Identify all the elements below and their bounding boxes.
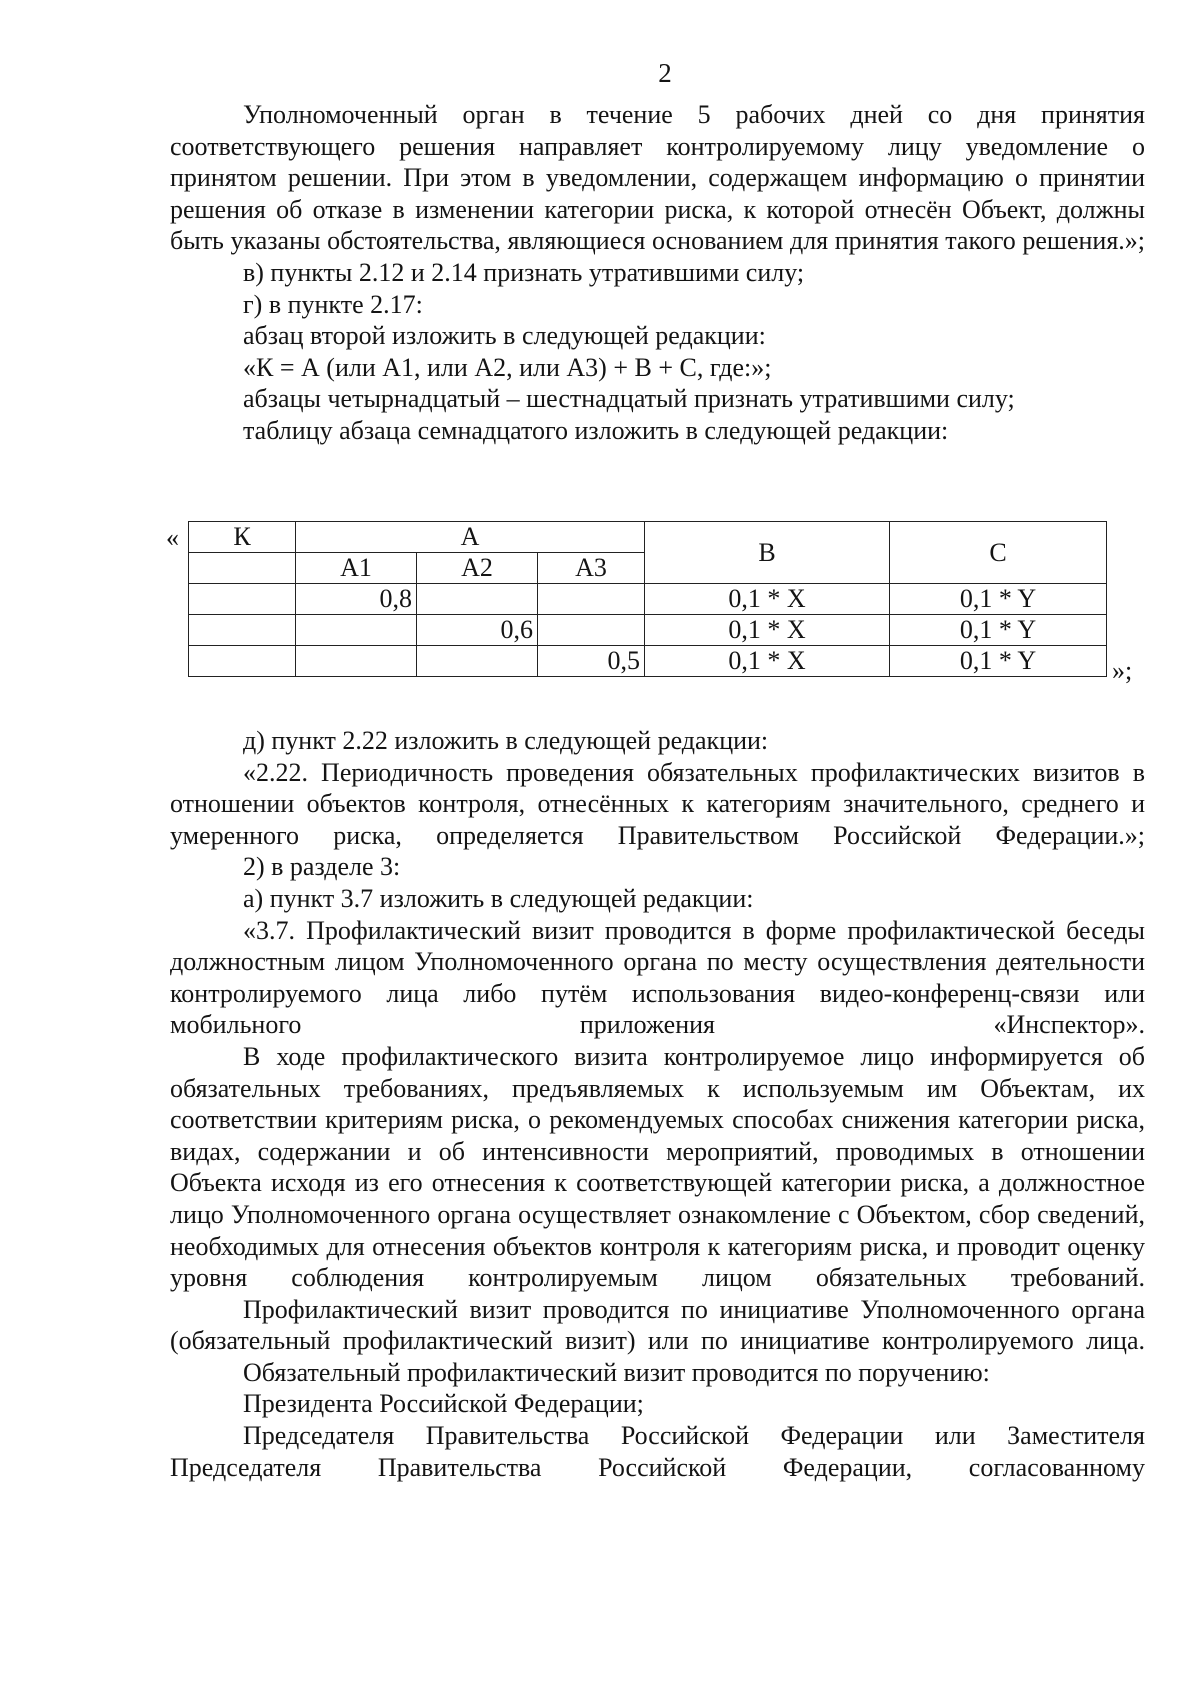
cell-a2: 0,6 — [417, 615, 538, 646]
paragraph-item-g: г) в пункте 2.17: — [243, 289, 423, 319]
cell-c: 0,1 * Y — [890, 584, 1107, 615]
paragraph-table-intro: таблицу абзаца семнадцатого изложить в следующей редакции: — [243, 415, 949, 445]
table-row — [189, 584, 1107, 615]
paragraph-visit-course: В ходе профилактического визита контролируемое лицо информируется об обязательных требованиях, предъявляемых к используемым им Объектам, их соответствии критериям риска, о рекомендуемых способах снижения категории риска, видах, содержании и об интенсивности мероприятий, проводимых в отношении Объекта исходя из его отнесения к соответствующей категории риска, а должностное лицо Уполномоченного органа осуществляет ознакомление с Объектом, сбор сведений, необходимых для отнесения объектов контроля к категориям риска, и проводит оценку уровня соблюдения контролируемым лицом обязательных требований. — [170, 1041, 1145, 1293]
paragraph-visit-initiative: Профилактический визит проводится по инициативе Уполномоченного органа (обязательный профилактический визит) или по инициативе контролируемого лица. — [170, 1294, 1145, 1356]
cell-a2 — [417, 646, 538, 677]
table-row — [189, 615, 1107, 646]
paragraph-item-v: в) пункты 2.12 и 2.14 признать утратившими силу; — [243, 257, 805, 287]
subheader-k-empty — [189, 553, 296, 584]
table-close-quote: »; — [1112, 656, 1133, 685]
cell-k — [189, 584, 296, 615]
paragraph-abzacy-repeal: абзацы четырнадцатый – шестнадцатый признать утратившими силу; — [243, 384, 1015, 414]
cell-a1 — [296, 646, 417, 677]
table-row — [189, 646, 1107, 677]
header-c: С — [890, 522, 1107, 584]
cell-a3: 0,5 — [538, 646, 645, 677]
cell-c: 0,1 * Y — [890, 646, 1107, 677]
paragraph-item-a: а) пункт 3.7 изложить в следующей редакции: — [243, 883, 754, 913]
header-k: К — [189, 522, 296, 553]
paragraph-notification: Уполномоченный орган в течение 5 рабочих дней со дня принятия соответствующего решения направляет контролируемому лицу уведомление о принятом решении. При этом в уведомлении, содержащем информацию о принятии решения об отказе в изменении категории риска, к которой отнесён Объект, должны быть указаны обстоятельства, являющиеся основанием для принятия такого решения.»; — [170, 100, 1145, 256]
coefficient-table — [188, 521, 1107, 677]
paragraph-item-d: д) пункт 2.22 изложить в следующей редакции: — [243, 726, 769, 755]
header-a1: А1 — [296, 553, 417, 584]
cell-b: 0,1 * X — [645, 584, 890, 615]
paragraph-section-3: 2) в разделе 3: — [243, 852, 401, 882]
cell-k — [189, 615, 296, 646]
paragraph-mandatory-visit: Обязательный профилактический визит проводится по поручению: — [243, 1357, 990, 1387]
table-open-quote: « — [166, 523, 179, 552]
cell-a1: 0,8 — [296, 584, 417, 615]
text-block-bottom — [170, 725, 1145, 1483]
page-number: 2 — [658, 58, 672, 88]
cell-a3 — [538, 615, 645, 646]
paragraph-formula: «К = А (или А1, или А2, или А3) + В + С, где:»; — [243, 352, 772, 382]
cell-a3 — [538, 584, 645, 615]
cell-b: 0,1 * X — [645, 615, 890, 646]
paragraph-chairman: Председателя Правительства Российской Федерации или Заместителя Председателя Правительства Российской Федерации, согласованному — [170, 1421, 1145, 1482]
cell-b: 0,1 * X — [645, 646, 890, 677]
cell-c: 0,1 * Y — [890, 615, 1107, 646]
paragraph-abzac-second: абзац второй изложить в следующей редакции: — [243, 321, 766, 351]
paragraph-president: Президента Российской Федерации; — [243, 1389, 644, 1419]
header-a: А — [296, 522, 645, 553]
header-a3: А3 — [538, 553, 645, 584]
header-a2: А2 — [417, 553, 538, 584]
paragraph-2-22: «2.22. Периодичность проведения обязательных профилактических визитов в отношении объектов контроля, отнесённых к категориям значительного, среднего и умеренного риска, определяется Правительством Российской Федерации.»; — [170, 757, 1145, 850]
cell-k — [189, 646, 296, 677]
cell-a2 — [417, 584, 538, 615]
table-header-row — [189, 522, 1107, 553]
header-b: В — [645, 522, 890, 584]
paragraph-3-7: «3.7. Профилактический визит проводится в форме профилактической беседы должностным лицом Уполномоченного органа по месту осуществления деятельности контролируемого лица либо путём использования видео-конференц-связи или мобильного приложения «Инспектор». — [170, 915, 1145, 1040]
cell-a1 — [296, 615, 417, 646]
text-block-top — [170, 99, 1145, 447]
